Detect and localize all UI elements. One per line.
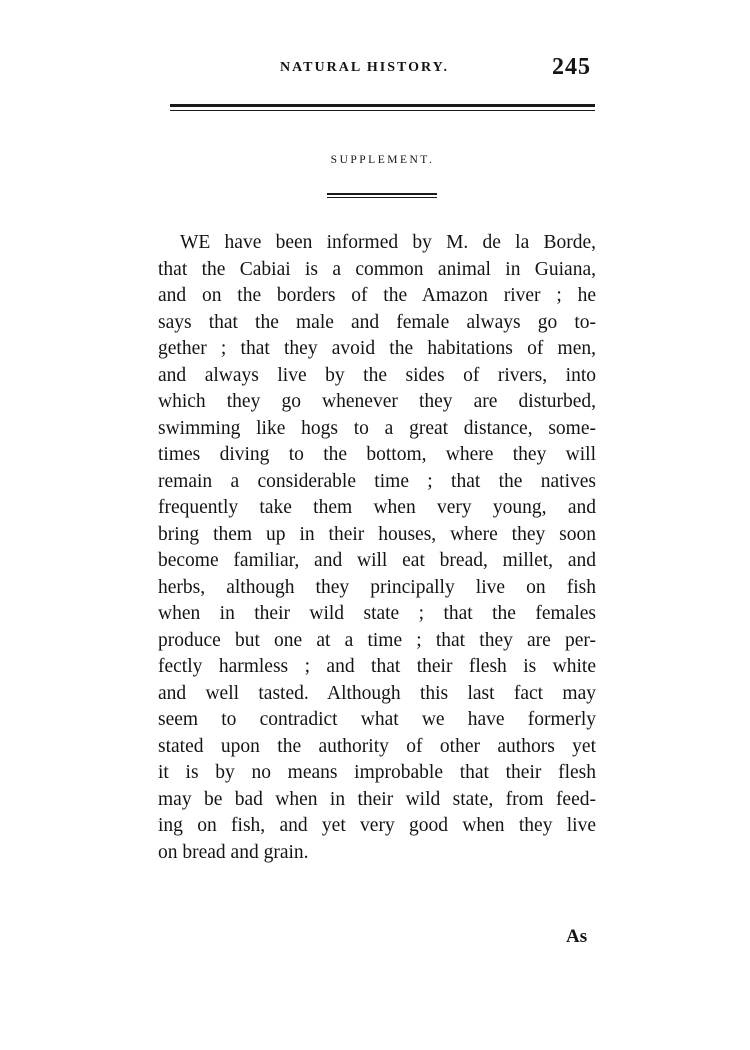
text-line: WE have been informed by M. de la Borde, (180, 232, 596, 253)
running-title: NATURAL HISTORY. (280, 60, 449, 75)
text-line: produce but one at a time ; that they are per- (158, 629, 596, 651)
text-line: bring them up in their houses, where they soon (158, 523, 596, 545)
text-line: it is by no means improbable that their flesh (158, 762, 596, 783)
text-line: seem to contradict what we have formerly (158, 709, 596, 730)
text-line: stated upon the authority of other authors yet (158, 735, 596, 757)
text-line: when in their wild state ; that the females (158, 603, 596, 624)
text-line: swimming like hogs to a great distance, some- (158, 417, 596, 439)
header-rule (170, 104, 595, 113)
text-line: times diving to the bottom, where they will (158, 444, 596, 465)
text-line: become familiar, and will eat bread, millet, and (158, 550, 596, 571)
body-paragraph (158, 230, 596, 866)
header-rule-thick (170, 104, 595, 107)
running-head (170, 56, 595, 84)
section-divider-bottom (327, 197, 437, 198)
text-line: gether ; that they avoid the habitations of men, (158, 338, 596, 359)
text-line: fectly harmless ; and that their flesh is white (158, 656, 596, 677)
section-divider-top (327, 193, 437, 195)
text-line: says that the male and female always go to- (158, 311, 596, 333)
text-line: remain a considerable time ; that the natives (158, 470, 596, 492)
text-line: herbs, although they principally live on fish (158, 576, 596, 598)
text-line: frequently take them when very young, and (158, 497, 596, 518)
text-line: that the Cabiai is a common animal in Guiana, (158, 258, 596, 280)
text-line: which they go whenever they are disturbed, (158, 391, 596, 412)
section-divider (327, 193, 437, 200)
page-number: 245 (552, 54, 591, 80)
catchword: As (566, 926, 588, 947)
text-line: ing on fish, and yet very good when they live (158, 815, 596, 836)
text-line: and always live by the sides of rivers, into (158, 364, 596, 386)
text-line: and on the borders of the Amazon river ; he (158, 285, 596, 306)
section-heading: SUPPLEMENT. (330, 154, 435, 166)
text-line: and well tasted. Although this last fact may (158, 682, 596, 704)
text-line: on bread and grain. (158, 841, 309, 863)
header-rule-thin (170, 110, 595, 111)
text-line: may be bad when in their wild state, from feed- (158, 788, 596, 810)
